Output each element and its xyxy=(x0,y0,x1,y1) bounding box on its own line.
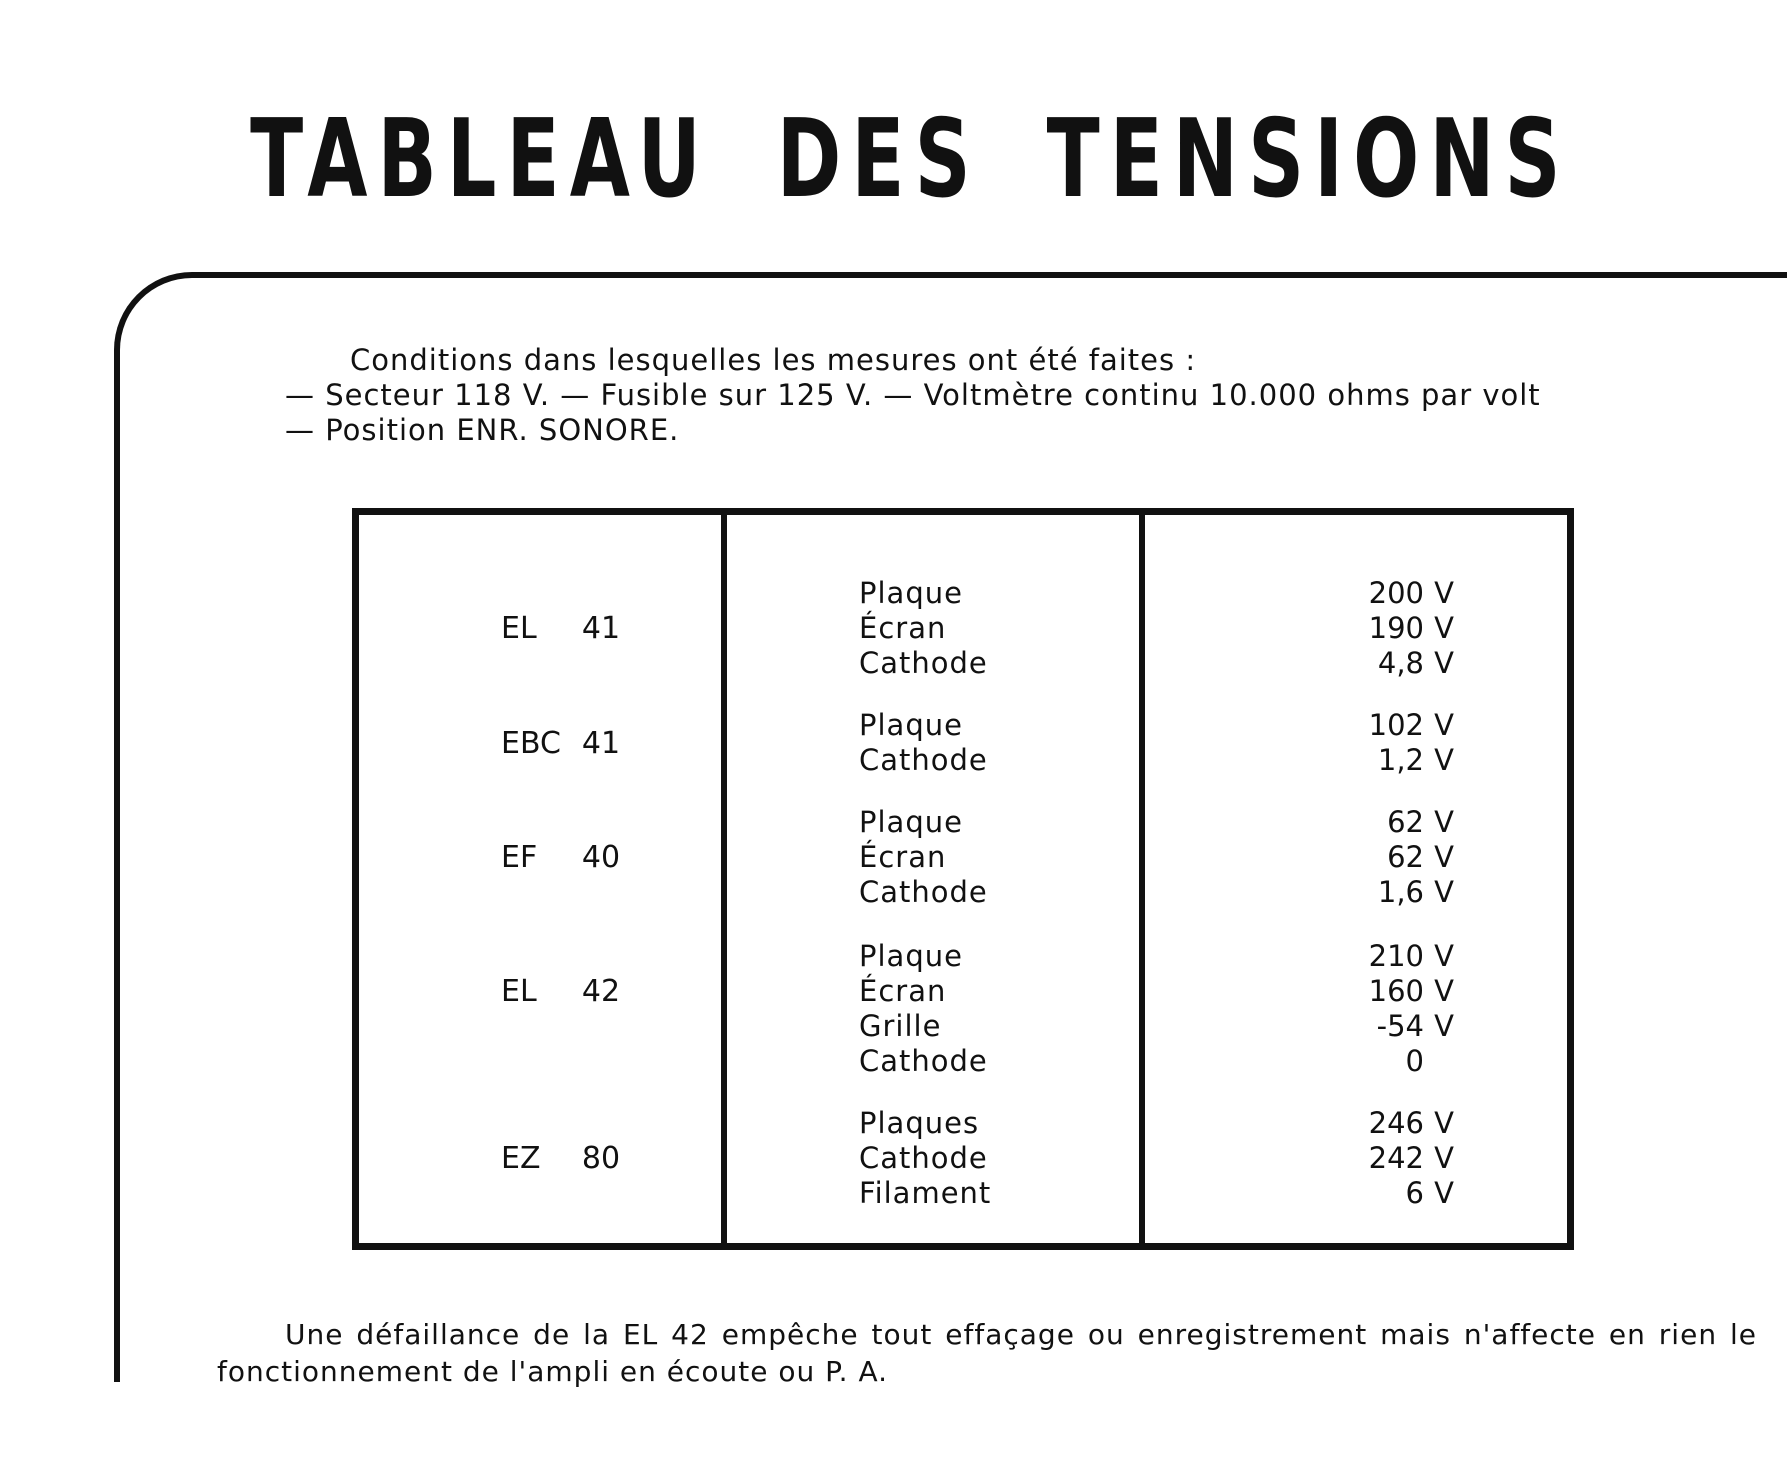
voltage-unit: V xyxy=(1434,1106,1454,1140)
voltage-number: -54 xyxy=(1376,1009,1424,1043)
voltage-unit: V xyxy=(1434,743,1454,777)
voltage-unit: V xyxy=(1434,939,1454,973)
electrode-name: Filament xyxy=(859,1176,992,1210)
voltage-number: 0 xyxy=(1405,1044,1424,1078)
voltage-value xyxy=(1264,1106,1524,1140)
voltage-number: 190 xyxy=(1368,611,1424,645)
table-column-divider xyxy=(1139,515,1145,1243)
tube-number: 80 xyxy=(581,1141,621,1176)
tube-type: EF xyxy=(501,840,538,875)
voltage-value xyxy=(1264,1176,1524,1210)
voltage-number: 200 xyxy=(1368,576,1424,610)
electrode-name: Plaque xyxy=(859,576,963,610)
voltage-unit: V xyxy=(1434,708,1454,742)
electrode-name: Cathode xyxy=(859,646,988,680)
voltage-unit: V xyxy=(1434,1176,1454,1210)
voltage-number: 1,6 xyxy=(1377,875,1424,909)
tube-number: 40 xyxy=(581,840,621,875)
footnote: Une défaillance de la EL 42 empêche tout effaçage ou enregistrement mais n'affecte en rien le fonctionnement de l'ampli en écoute ou P. A. xyxy=(217,1318,1757,1388)
voltage-unit: V xyxy=(1434,875,1454,909)
tube-number: 41 xyxy=(581,725,621,761)
voltage-value xyxy=(1264,611,1524,645)
electrode-name: Plaque xyxy=(859,708,963,742)
tube-type: EZ xyxy=(501,1141,541,1176)
voltage-value xyxy=(1264,875,1524,909)
voltage-value xyxy=(1264,1009,1524,1043)
voltage-value xyxy=(1264,1141,1524,1175)
voltage-number: 242 xyxy=(1368,1141,1424,1175)
electrode-name: Plaque xyxy=(859,805,963,839)
voltage-unit: V xyxy=(1434,1141,1454,1175)
electrode-name: Cathode xyxy=(859,1141,988,1175)
electrode-name: Plaque xyxy=(859,939,963,973)
electrode-name: Plaques xyxy=(859,1106,980,1140)
voltage-unit: V xyxy=(1434,1009,1454,1043)
voltage-number: 246 xyxy=(1368,1106,1424,1140)
electrode-name: Écran xyxy=(859,974,947,1008)
voltage-number: 62 xyxy=(1387,805,1424,839)
tube-type: EL xyxy=(501,611,537,646)
voltage-value xyxy=(1264,974,1524,1008)
electrode-name: Cathode xyxy=(859,743,988,777)
voltage-value xyxy=(1264,840,1524,874)
voltage-number: 62 xyxy=(1387,840,1424,874)
tube-number: 41 xyxy=(581,611,621,646)
measurement-conditions xyxy=(285,343,1541,448)
voltage-unit: V xyxy=(1434,805,1454,839)
voltage-unit: V xyxy=(1434,646,1454,680)
conditions-line-position: — Position ENR. SONORE. xyxy=(285,413,680,447)
voltage-unit: V xyxy=(1434,611,1454,645)
electrode-name: Écran xyxy=(859,840,947,874)
voltage-value xyxy=(1264,708,1524,742)
electrode-name: Cathode xyxy=(859,1044,988,1078)
voltage-unit: V xyxy=(1434,974,1454,1008)
electrode-name: Grille xyxy=(859,1009,942,1043)
tube-number: 42 xyxy=(581,974,621,1009)
conditions-intro: Conditions dans lesquelles les mesures ont été faites : xyxy=(350,343,1197,377)
table-column-divider xyxy=(721,515,727,1243)
voltage-unit: V xyxy=(1434,576,1454,610)
voltage-number: 160 xyxy=(1368,974,1424,1008)
tube-type: EL xyxy=(501,974,537,1009)
tube-type: EBC xyxy=(501,725,561,761)
voltage-number: 210 xyxy=(1368,939,1424,973)
voltage-unit: V xyxy=(1434,840,1454,874)
voltage-value xyxy=(1264,576,1524,610)
voltage-value xyxy=(1264,646,1524,680)
voltage-number: 6 xyxy=(1405,1176,1424,1210)
voltage-number: 102 xyxy=(1368,708,1424,742)
voltage-number: 1,2 xyxy=(1377,743,1424,777)
electrode-name: Écran xyxy=(859,611,947,645)
voltage-value xyxy=(1264,1044,1524,1078)
voltage-value xyxy=(1264,743,1524,777)
voltage-value xyxy=(1264,805,1524,839)
conditions-line-mains: — Secteur 118 V. — Fusible sur 125 V. — Voltmètre continu 10.000 ohms par volt xyxy=(285,378,1541,412)
voltage-table xyxy=(352,508,1574,1250)
page-title: TABLEAU DES TENSIONS xyxy=(250,97,1571,222)
electrode-name: Cathode xyxy=(859,875,988,909)
voltage-number: 4,8 xyxy=(1377,646,1424,680)
voltage-value xyxy=(1264,939,1524,973)
